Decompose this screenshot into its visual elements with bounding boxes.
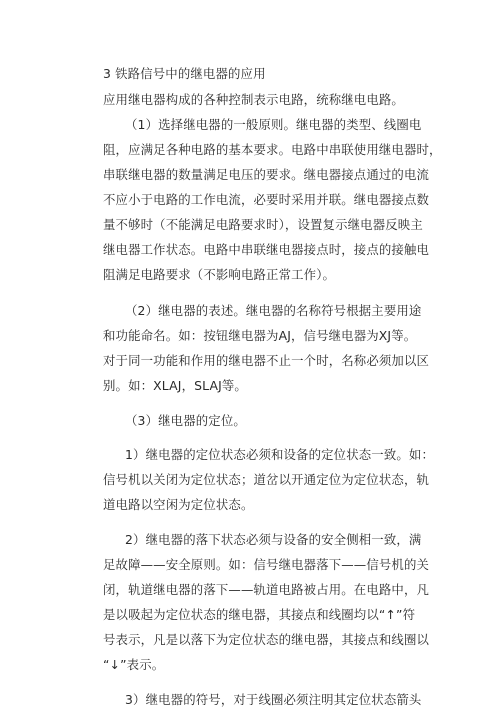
- paragraph-line: 和功能命名。如：按钮继电器为AJ，信号继电器为XJ等。: [103, 328, 417, 343]
- paragraph-line: 1）继电器的定位状态必须和设备的定位状态一致。如：: [125, 447, 435, 462]
- paragraph-line: 闭，轨道继电器的落下——轨道电路被占用。在电路中，凡: [103, 582, 430, 597]
- section-heading: 3 铁路信号中的继电器的应用: [103, 66, 266, 81]
- paragraph-line: 阻满足电路要求（不影响电路正常工作）。: [103, 267, 336, 282]
- paragraph-line: 号表示，凡是以落下为定位状态的继电器，其接点和线圈以: [103, 632, 430, 647]
- paragraph-line: 量不够时（不能满足电路要求时），设置复示继电器反映主: [103, 217, 423, 232]
- paragraph-line: 足故障——安全原则。如：信号继电器落下——信号机的关: [103, 557, 430, 572]
- paragraph-line: 是以吸起为定位状态的继电器，其接点和线圈均以“↑”符: [103, 607, 416, 622]
- paragraph-line: （3）继电器的定位。: [125, 413, 246, 428]
- paragraph-line: 道电路以空闲为定位状态。: [103, 497, 254, 512]
- paragraph-line: （2）继电器的表述。继电器的名称符号根据主要用途: [125, 303, 422, 318]
- paragraph-line: 应用继电器构成的各种控制表示电路，统称继电电路。: [103, 92, 404, 107]
- paragraph-line: 信号机以关闭为定位状态；道岔以开通定位为定位状态，轨: [103, 472, 430, 487]
- paragraph-line: 不应小于电路的工作电流，必要时采用并联。继电器接点数: [103, 192, 430, 207]
- paragraph-line: 串联继电器的数量满足电压的要求。继电器接点通过的电流: [103, 167, 430, 182]
- paragraph-line: 阻，应满足各种电路的基本要求。电路中串联使用继电器时，: [103, 142, 442, 157]
- paragraph-line: 2）继电器的落下状态必须与设备的安全侧相一致，满: [125, 532, 422, 547]
- paragraph-line: “↓”表示。: [103, 657, 165, 672]
- paragraph-line: 别。如：XLAJ，SLAJ等。: [103, 378, 247, 393]
- paragraph-line: （1）选择继电器的一般原则。继电器的类型、线圈电: [125, 117, 422, 132]
- paragraph-line: 3）继电器的符号，对于线圈必须注明其定位状态箭头: [125, 692, 422, 707]
- paragraph-line: 对于同一功能和作用的继电器不止一个时，名称必须加以区: [103, 353, 430, 368]
- paragraph-line: 继电器工作状态。电路中串联继电器接点时，接点的接触电: [103, 242, 430, 257]
